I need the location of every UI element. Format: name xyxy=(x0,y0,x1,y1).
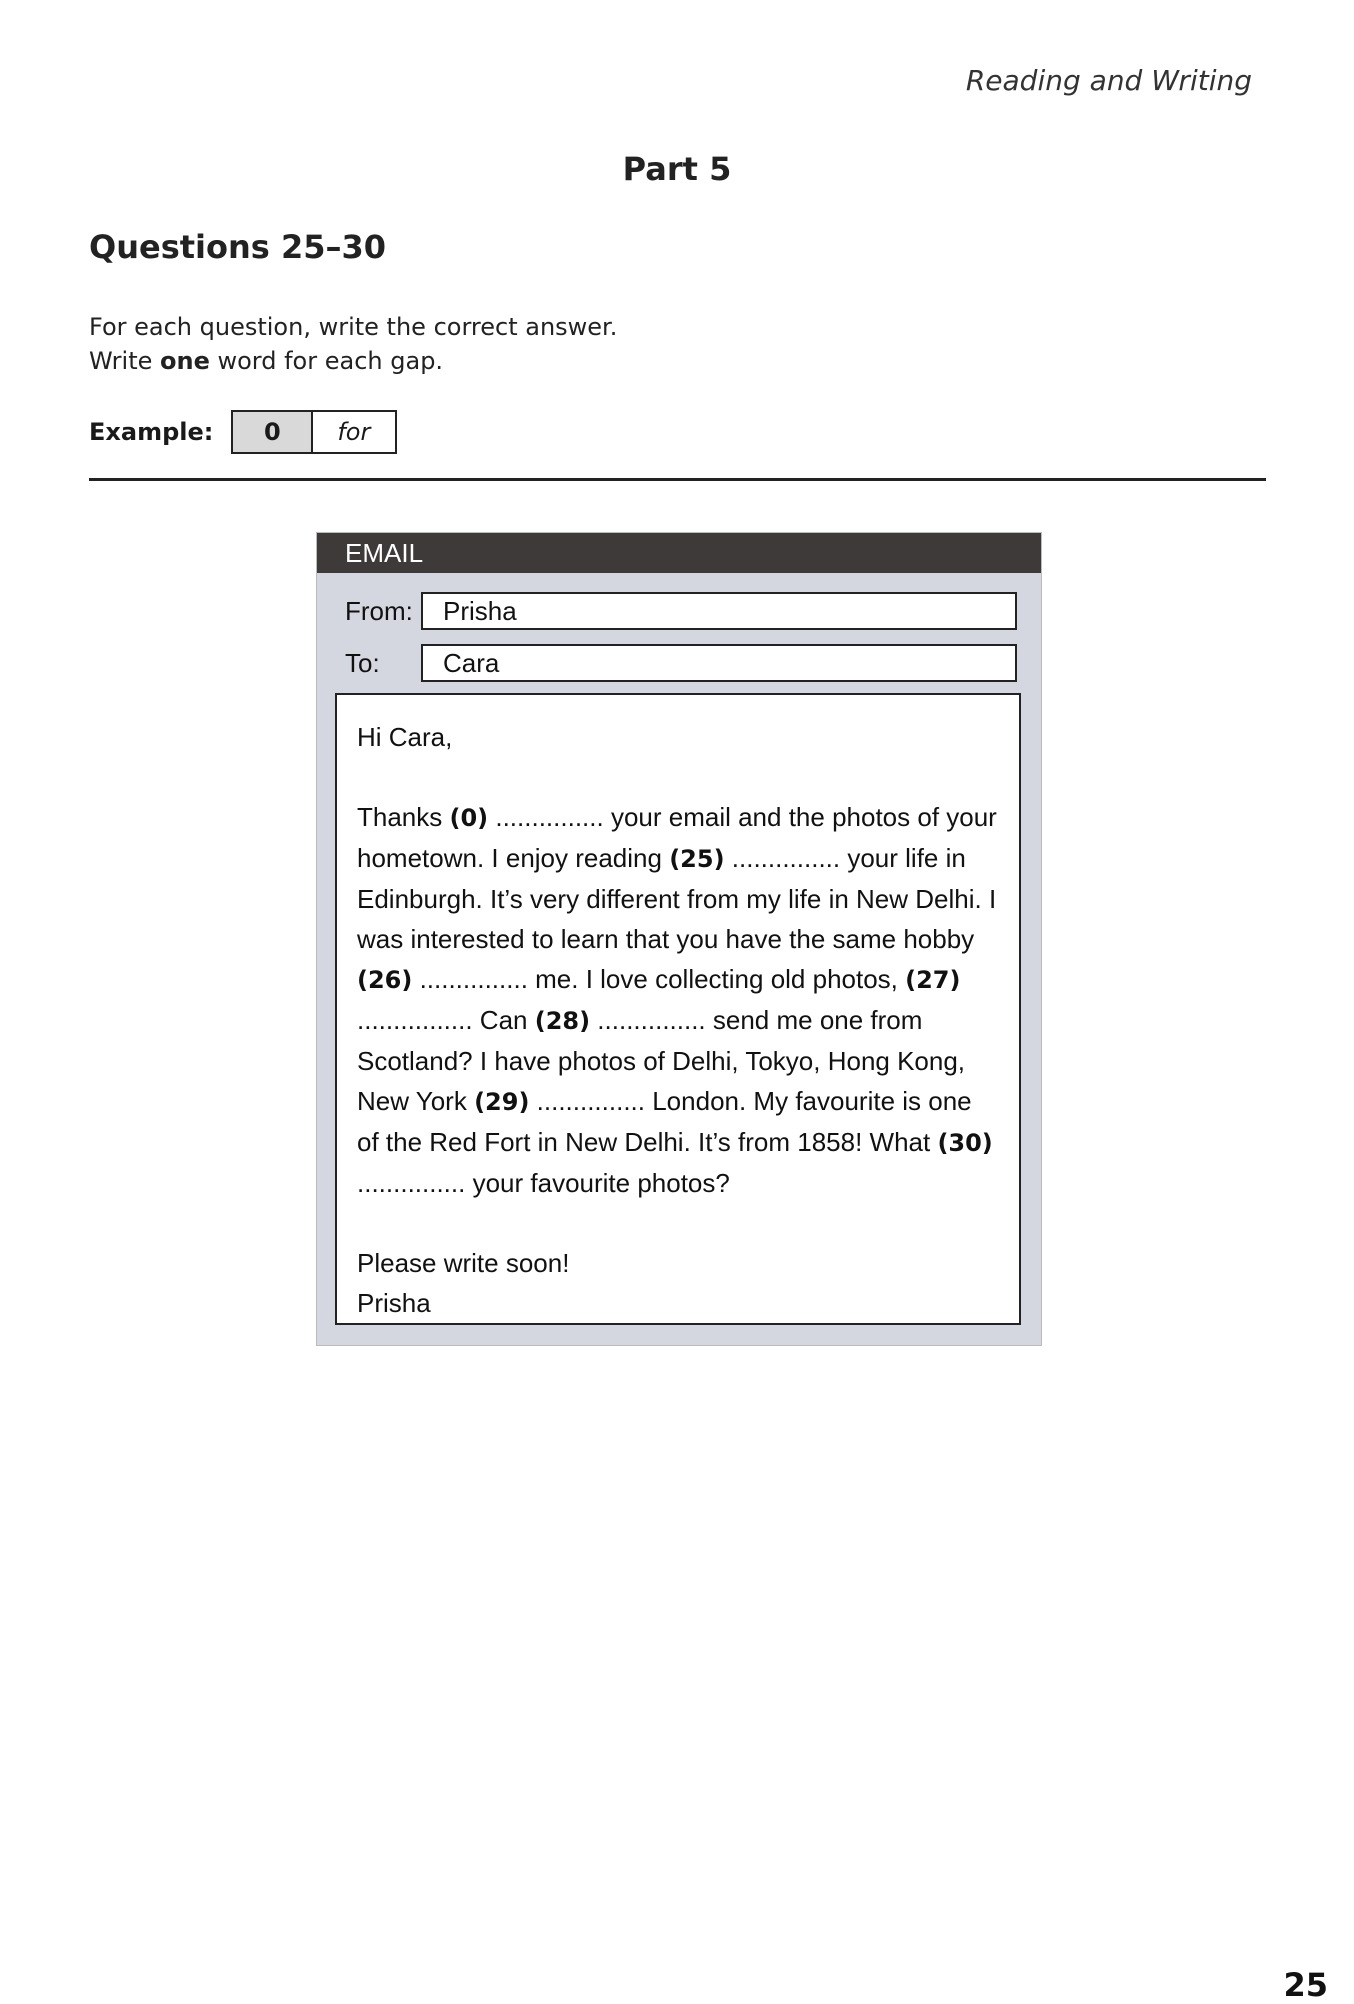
to-row xyxy=(317,643,1041,683)
instructions xyxy=(89,310,617,378)
divider xyxy=(89,478,1266,481)
emphasis-one: one xyxy=(160,347,210,375)
gap-0-label: (0) xyxy=(449,804,489,832)
email-greeting: Hi Cara, xyxy=(357,722,453,752)
instruction-line-1: For each question, write the correct answer. xyxy=(89,313,618,341)
email-body xyxy=(335,693,1021,1325)
instruction-line-2: Write one word for each gap. xyxy=(89,347,444,375)
email-panel xyxy=(316,532,1042,1346)
gap-27-label: (27) xyxy=(905,966,961,994)
example-answer: for xyxy=(337,418,371,446)
email-signature: Prisha xyxy=(357,1288,431,1318)
example-number: 0 xyxy=(233,412,313,452)
to-label: To: xyxy=(345,647,380,678)
gap-26-label: (26) xyxy=(357,966,413,994)
from-label: From: xyxy=(345,595,413,626)
example-box xyxy=(231,410,397,454)
email-paragraph: Thanks (0) ............... your email and the photos of your hometown. I enjoy reading (25) ............... your life in Edinburgh. It’s very different from my life in New Delhi. I was interested to learn that you have the same hobby (26) ............... me. I love collecting old photos, (27) ................ Can (28) ............... send me one from Scotland? I have photos of Delhi, Tokyo, Hong Kong, New York (29) ............... London. My favourite is one of the Red Fort in New Delhi. It’s from 1858! What (30) ............... your favourite photos? xyxy=(357,802,997,1198)
email-closing: Please write soon! xyxy=(357,1248,570,1278)
part-title: Part 5 xyxy=(622,150,732,188)
to-field: Cara xyxy=(421,644,1017,682)
page-number: 25 xyxy=(1283,1966,1328,2004)
example-label: Example: xyxy=(89,418,214,446)
questions-title: Questions 25–30 xyxy=(89,228,387,266)
gap-28-label: (28) xyxy=(534,1007,591,1035)
from-field: Prisha xyxy=(421,592,1017,630)
example xyxy=(89,410,397,454)
email-header: EMAIL xyxy=(317,533,1041,573)
gap-29-label: (29) xyxy=(474,1088,530,1116)
section-label: Reading and Writing xyxy=(965,64,1252,97)
from-row xyxy=(317,591,1041,631)
gap-25-label: (25) xyxy=(669,845,725,873)
gap-30-label: (30) xyxy=(937,1129,993,1157)
